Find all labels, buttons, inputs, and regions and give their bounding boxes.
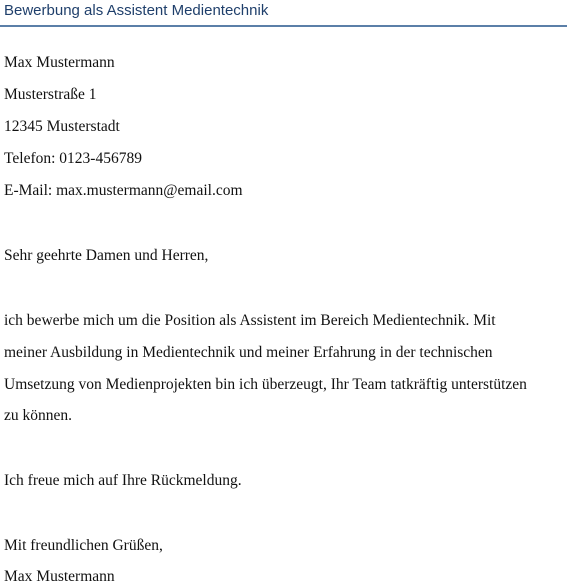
signature-name: Max Mustermann	[4, 568, 115, 585]
body-line-4: zu können.	[4, 407, 73, 424]
sign-off: Mit freundlichen Grüßen,	[4, 537, 163, 554]
body-line-1: ich bewerbe mich um die Position als Assistent im Bereich Medientechnik. Mit	[4, 312, 496, 329]
closing-text: Ich freue mich auf Ihre Rückmeldung.	[4, 472, 242, 489]
sender-city: 12345 Musterstadt	[4, 118, 120, 135]
sender-email: E-Mail: max.mustermann@email.com	[4, 182, 243, 199]
salutation: Sehr geehrte Damen und Herren,	[4, 247, 209, 264]
body-line-2: meiner Ausbildung in Medientechnik und meiner Erfahrung in der technischen	[4, 344, 493, 361]
sender-street: Musterstraße 1	[4, 86, 97, 103]
body-line-3: Umsetzung von Medienprojekten bin ich überzeugt, Ihr Team tatkräftig unterstützen	[4, 376, 527, 393]
title-divider	[0, 25, 567, 27]
sender-name: Max Mustermann	[4, 54, 115, 71]
sender-phone: Telefon: 0123-456789	[4, 150, 142, 167]
document-title: Bewerbung als Assistent Medientechnik	[4, 2, 269, 19]
